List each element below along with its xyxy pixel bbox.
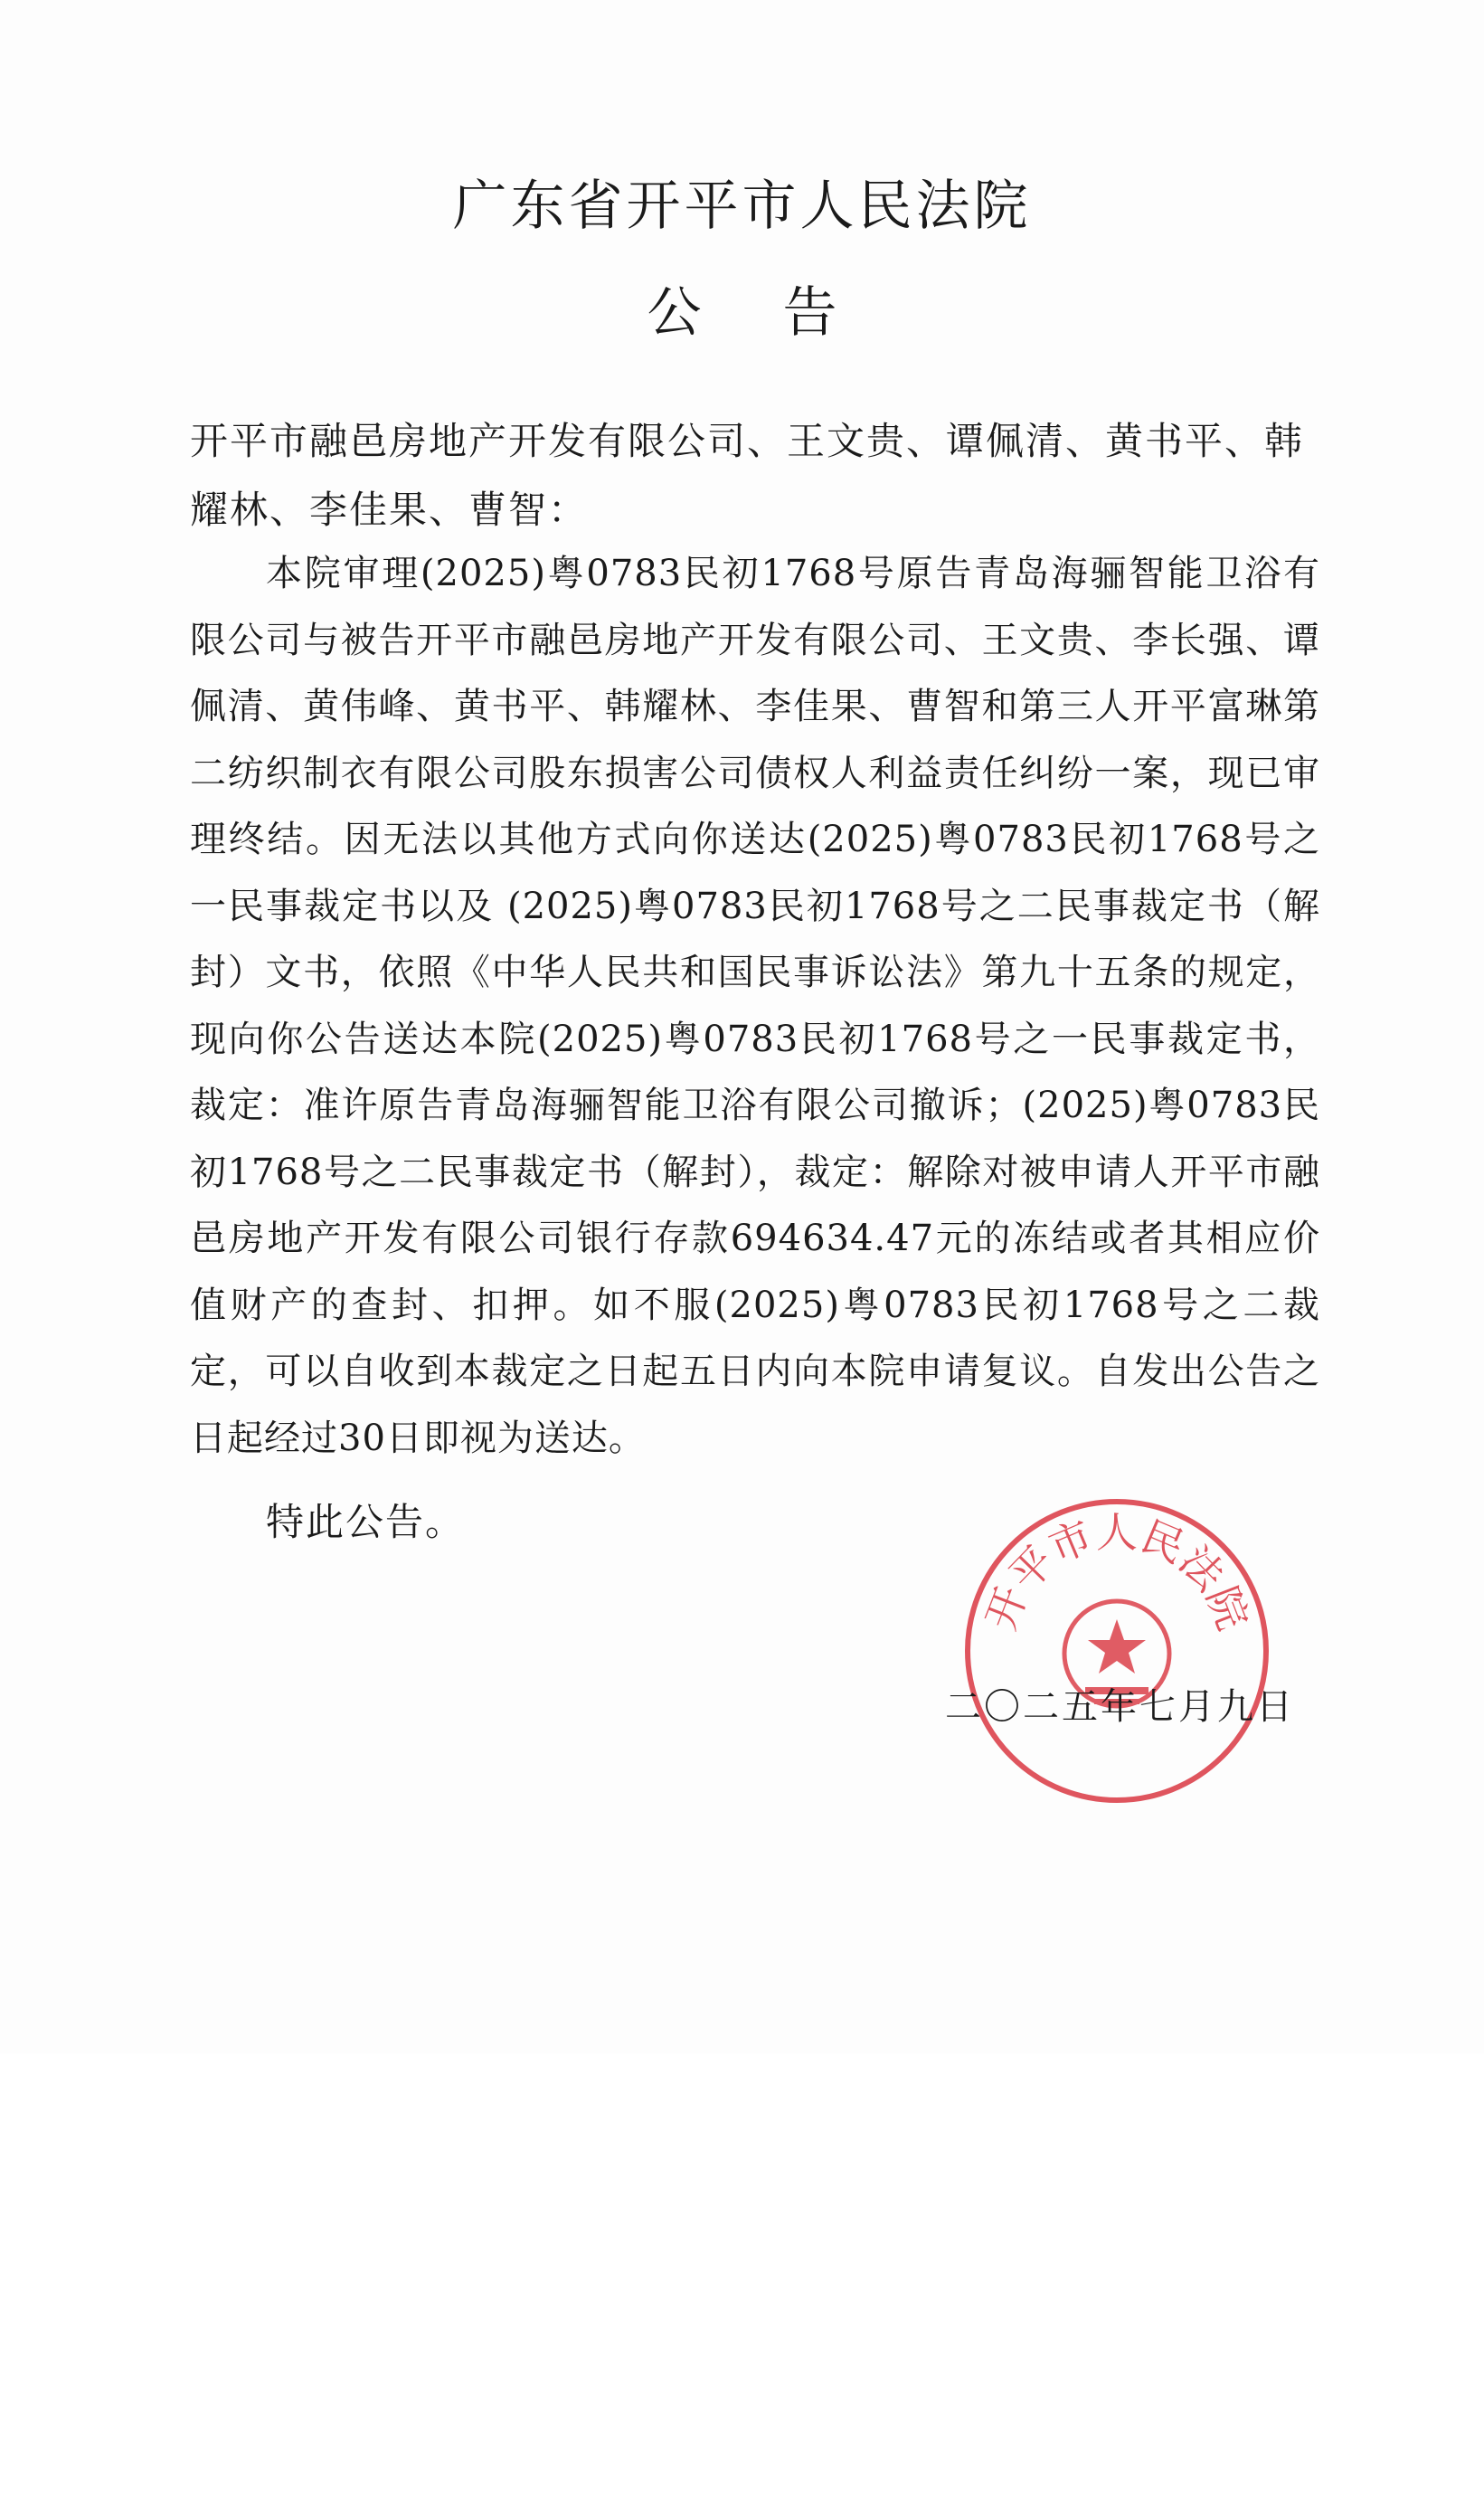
- notice-body: 本院审理(2025)粤0783民初1768号原告青岛海骊智能卫浴有限公司与被告开平市融邑房地产开发有限公司、王文贵、李长强、谭佩清、黄伟峰、黄书平、韩耀林、李佳果、曹智和第三人开平富琳第二纺织制衣有限公司股东损害公司债权人利益责任纠纷一案，现已审理终结。因无法以其他方式向你送达(2025)粤0783民初1768号之一民事裁定书以及 (2025)粤0783民初1768号之二民事裁定书（解封）文书，依照《中华人民共和国民事诉讼法》第九十五条的规定，现向你公告送达本院(2025)粤0783民初1768号之一民事裁定书，裁定：准许原告青岛海骊智能卫浴有限公司撤诉；(2025)粤0783民初1768号之二民事裁定书（解封），裁定：解除对被申请人开平市融邑房地产开发有限公司银行存款694634.47元的冻结或者其相应价值财产的查封、扣押。如不服(2025)粤0783民初1768号之二裁定，可以自收到本裁定之日起五日内向本院申请复议。自发出公告之日起经过30日即视为送达。: [190, 553, 1320, 1459]
- closing-text: 特此公告。: [266, 1500, 466, 1544]
- court-name-title: 广东省开平市人民法院: [452, 175, 1032, 238]
- court-seal-stamp: [959, 1493, 1275, 1809]
- document-date: 二〇二五年七月九日: [945, 1686, 1295, 1728]
- addressee-text: 开平市融邑房地产开发有限公司、王文贵、谭佩清、黄书平、韩耀林、李佳果、曹智：: [190, 419, 1305, 532]
- notice-heading: 公告: [647, 281, 919, 345]
- seal-text: 开平市人民法院: [976, 1507, 1258, 1636]
